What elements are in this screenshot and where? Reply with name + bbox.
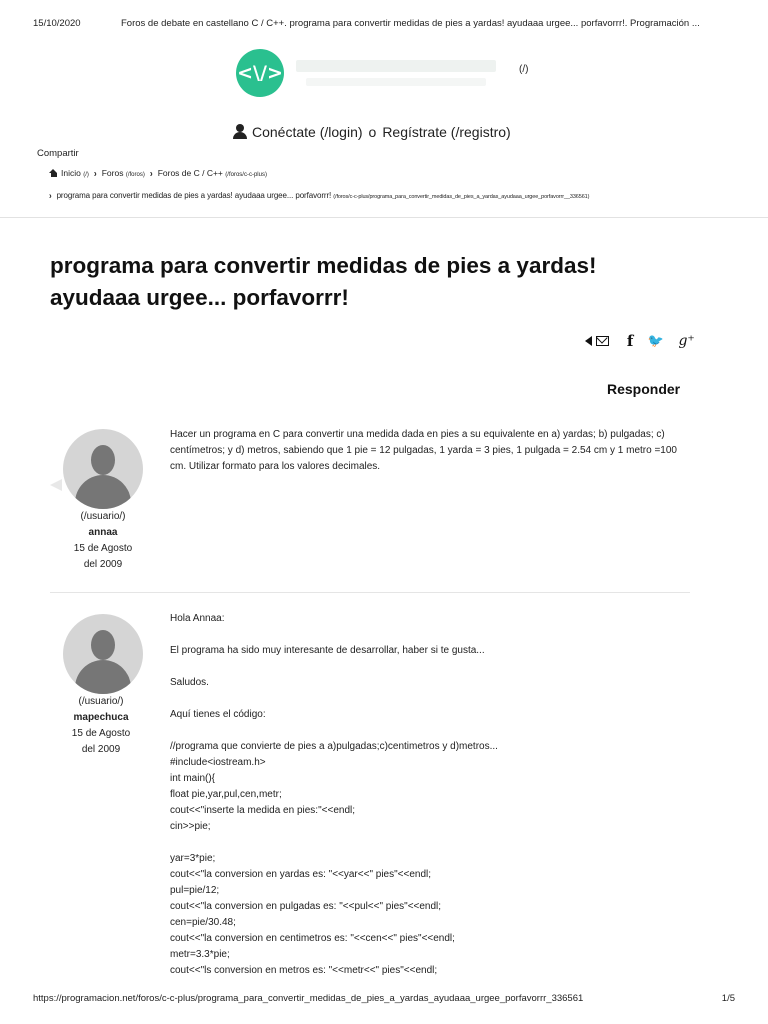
print-header (33, 18, 753, 32)
post-text: El programa ha sido muy interesante de desarrollar, haber si te gusta... (170, 645, 485, 656)
header-divider (0, 217, 768, 218)
post-date: 15 de Agosto (71, 728, 131, 739)
twitter-icon[interactable]: 🐦 (647, 333, 664, 349)
site-logo[interactable]: <\/> (236, 49, 284, 97)
google-plus-icon[interactable]: g⁺ (678, 333, 695, 349)
share-icons (585, 332, 705, 348)
print-date: 15/10/2020 (33, 18, 81, 29)
code-line: int main(){ (170, 773, 216, 784)
chevron-right-icon: › (149, 167, 153, 179)
post-text: Hacer un programa en C para convertir una medida dada en pies a su equivalente en a) yardas; b) pulgadas; c) centímetros; y d) metros, sabiendo que 1 pie = 12 pulgadas, 1 yarda = 3 pies, 1 pulgada = 2.54 cm y 1 metro =100 cm. Utilizar formato para los valores decimales. (170, 429, 677, 472)
arrow-left-icon[interactable] (585, 336, 592, 346)
post-pointer (50, 479, 62, 491)
register-path: (/registro) (450, 124, 511, 140)
code-line: float pie,yar,pul,cen,metr; (170, 789, 282, 800)
breadcrumb-thread-row (49, 191, 589, 200)
breadcrumb-forum[interactable]: Foros de C / C++ (/foros/c-c-plus) (157, 168, 267, 178)
profile-link[interactable]: (/usuario/) (80, 511, 126, 522)
code-line: //programa que convierte de pies a a)pulgadas;c)centimetros y d)metros... (170, 741, 498, 752)
post-salute: Saludos. (170, 677, 209, 688)
profile-link[interactable]: (/usuario/) (78, 696, 124, 707)
register-label: Regístrate (382, 124, 447, 140)
username[interactable]: annaa (88, 527, 118, 538)
login-path: (/login) (319, 124, 363, 140)
post-divider (50, 592, 690, 593)
home-link[interactable]: (/) (519, 64, 529, 75)
login-label: Conéctate (252, 124, 316, 140)
register-link[interactable] (382, 124, 510, 140)
home-icon (49, 169, 58, 177)
code-line: pul=pie/12; (170, 885, 220, 896)
print-page-title: Foros de debate en castellano C / C++. programa para convertir medidas de pies a yardas! ayudaaa urgee... porfavorrr!. Programación ... (121, 18, 700, 29)
code-line: cout<<"la conversion en yardas es: "<<yar<<" pies"<<endl; (170, 869, 432, 880)
post-author (53, 509, 153, 573)
post-author (51, 694, 151, 758)
chevron-right-icon: › (93, 167, 97, 179)
code-line: cen=pie/30.48; (170, 917, 236, 928)
avatar[interactable] (63, 614, 143, 694)
code-line: cout<<"inserte la medida en pies:"<<endl; (170, 805, 355, 816)
print-url: https://programacion.net/foros/c-c-plus/programa_para_convertir_medidas_de_pies_a_yardas_ayudaaa_urgee_porfavorrr_336561 (33, 993, 584, 1004)
username[interactable]: mapechuca (73, 712, 129, 723)
breadcrumb-foros[interactable]: Foros (/foros) (101, 168, 145, 178)
post-body (170, 611, 690, 979)
facebook-icon[interactable]: f (626, 332, 634, 350)
code-line: yar=3*pie; (170, 853, 216, 864)
post-code-intro: Aquí tienes el código: (170, 709, 266, 720)
page-number: 1/5 (721, 993, 735, 1004)
chevron-right-icon: › (49, 190, 52, 201)
post-date: 15 de Agosto (73, 543, 133, 554)
code-line: cout<<"la conversion en pulgadas es: "<<pul<<" pies"<<endl; (170, 901, 442, 912)
post-body (170, 427, 690, 475)
or-text: o (368, 124, 377, 140)
code-line: cout<<"la conversion en centimetros es: "<<cen<<" pies"<<endl; (170, 933, 455, 944)
breadcrumb-thread[interactable]: programa para convertir medidas de pies a yardas! ayudaaa urgee... porfavorrr! (/foros/c-c-plus/programa_para_convertir_medidas_de_pies_a_yardas_ayudaaa_urgee_porfavorrr__336561) (56, 191, 590, 200)
auth-links (233, 124, 511, 140)
share-link[interactable]: Compartir (37, 148, 79, 159)
code-line: metr=3.3*pie; (170, 949, 230, 960)
thread-title: programa para convertir medidas de pies a yardas! ayudaaa urgee... porfavorrr! (50, 253, 597, 310)
post-date-year: del 2009 (83, 559, 123, 570)
mail-icon[interactable] (596, 336, 609, 346)
breadcrumb-home[interactable]: Inicio (/) (61, 168, 89, 178)
post-greeting: Hola Annaa: (170, 613, 225, 624)
breadcrumb (49, 168, 267, 178)
reply-button[interactable]: Responder (607, 381, 681, 397)
code-line: cout<<"ls conversion en metros es: "<<metr<<" pies"<<endl; (170, 965, 438, 976)
avatar[interactable] (63, 429, 143, 509)
user-icon (233, 124, 247, 139)
code-line: cin>>pie; (170, 821, 211, 832)
code-line: #include<iostream.h> (170, 757, 266, 768)
login-link[interactable] (252, 124, 363, 140)
site-wordmark[interactable] (296, 58, 496, 88)
post-date-year: del 2009 (81, 744, 121, 755)
